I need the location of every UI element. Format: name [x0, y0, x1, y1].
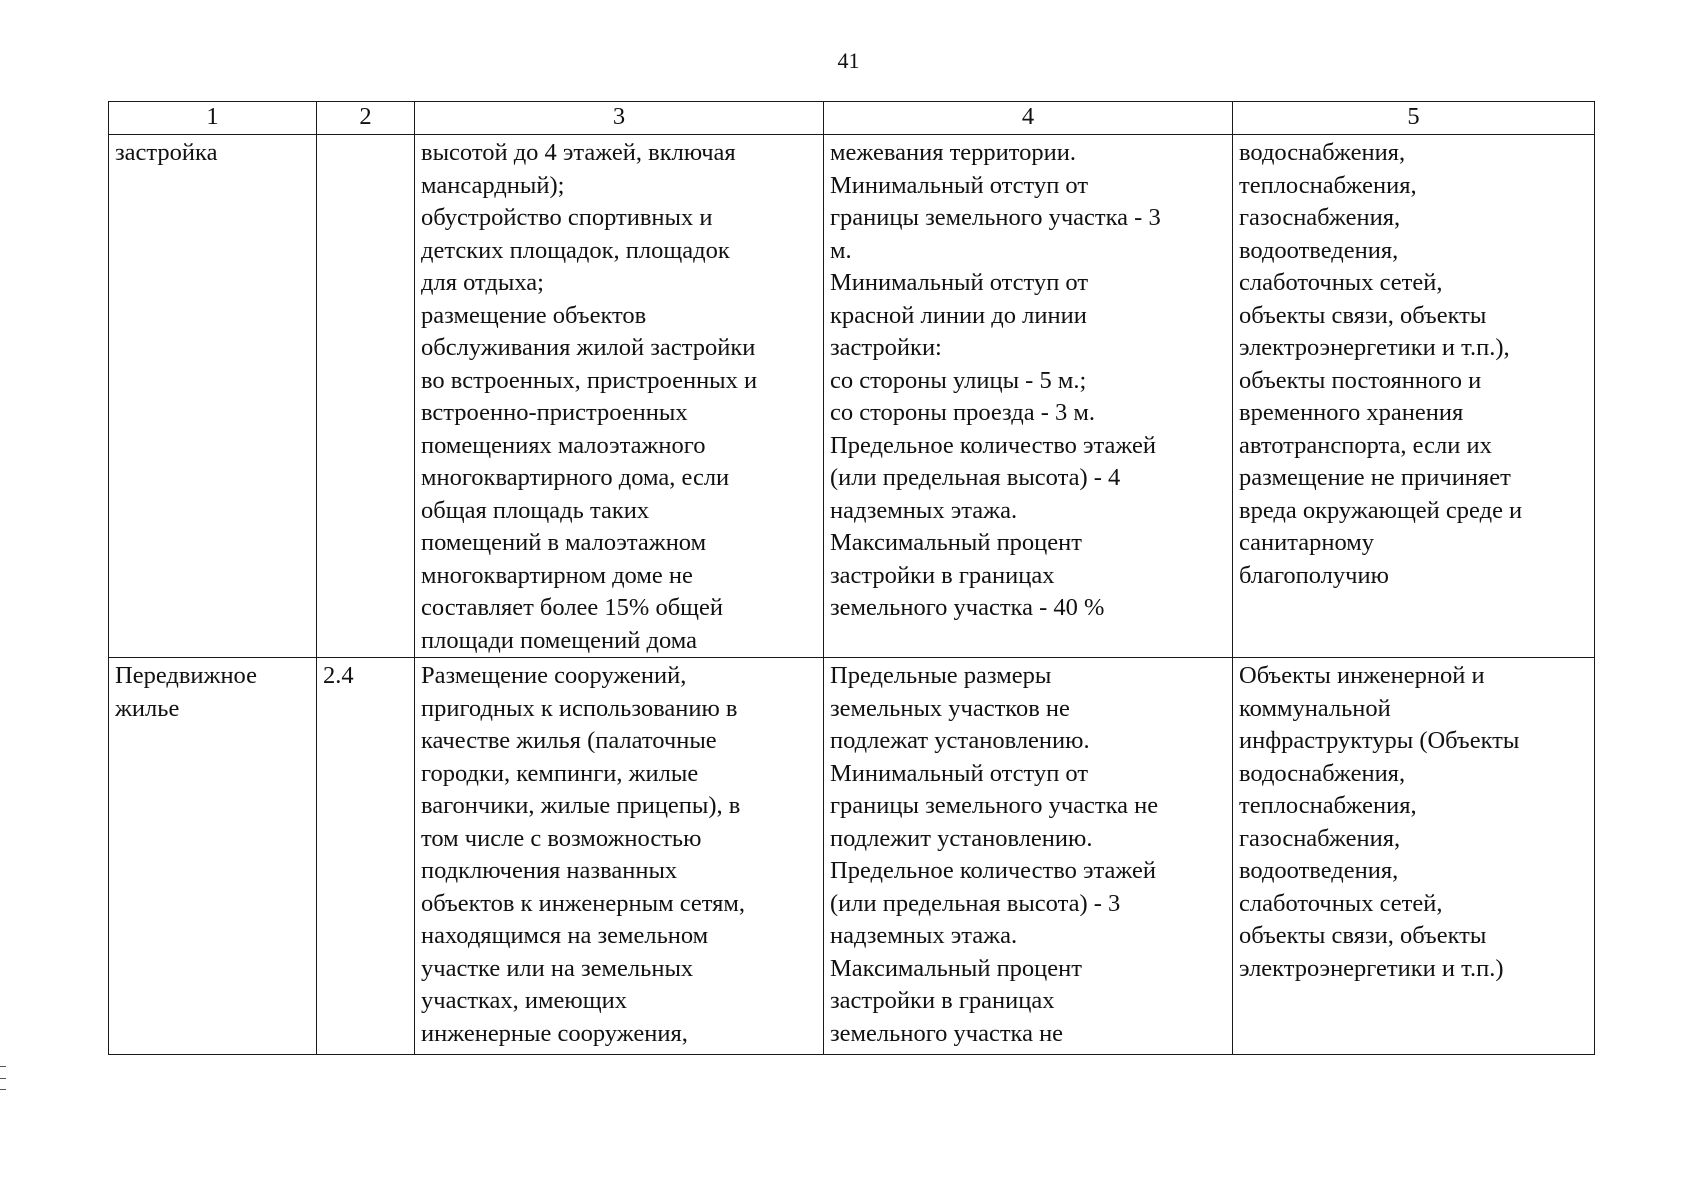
land-use-type-cell: застройка	[109, 135, 317, 658]
code-cell: 2.4	[317, 658, 415, 1055]
land-use-type-cell: Передвижное жилье	[109, 658, 317, 1055]
table-row	[109, 135, 1595, 658]
column-header-3: 3	[415, 102, 824, 135]
scan-edge-mark	[0, 1066, 6, 1067]
scan-edge-mark	[0, 1089, 6, 1090]
column-header-1: 1	[109, 102, 317, 135]
description-cell: высотой до 4 этажей, включая мансардный); обустройство спортивных и детских площадок, площадок для отдыха; размещение объектов обслуживания жилой застройки во встроенных, пристроенных и встроенно-пристроенных помещениях малоэтажного многоквартирного дома, если общая площадь таких помещений в малоэтажном многоквартирном доме не составляет более 15% общей площади помещений дома	[415, 135, 824, 658]
description-cell: Размещение сооружений, пригодных к использованию в качестве жилья (палаточные городки, кемпинги, жилые вагончики, жилые прицепы), в том числе с возможностью подключения названных объектов к инженерным сетям, находящимся на земельном участке или на земельных участках, имеющих инженерные сооружения,	[415, 658, 824, 1055]
table-row	[109, 658, 1595, 1055]
column-header-2: 2	[317, 102, 415, 135]
auxiliary-uses-cell: водоснабжения, теплоснабжения, газоснабжения, водоотведения, слаботочных сетей, объекты связи, объекты электроэнергетики и т.п.), объекты постоянного и временного хранения автотранспорта, если их размещение не причиняет вреда окружающей среде и санитарному благополучию	[1233, 135, 1595, 658]
parameters-cell: межевания территории. Минимальный отступ от границы земельного участка - 3 м. Минимальный отступ от красной линии до линии застройки: со стороны улицы - 5 м.; со стороны проезда - 3 м. Предельное количество этажей (или предельная высота) - 4 надземных этажа. Максимальный процент застройки в границах земельного участка - 40 %	[824, 135, 1233, 658]
parameters-cell: Предельные размеры земельных участков не подлежат установлению. Минимальный отступ от границы земельного участка не подлежит установлению. Предельное количество этажей (или предельная высота) - 3 надземных этажа. Максимальный процент застройки в границах земельного участка не	[824, 658, 1233, 1055]
land-use-table	[108, 101, 1595, 1055]
code-cell	[317, 135, 415, 658]
column-header-4: 4	[824, 102, 1233, 135]
auxiliary-uses-cell: Объекты инженерной и коммунальной инфраструктуры (Объекты водоснабжения, теплоснабжения, газоснабжения, водоотведения, слаботочных сетей, объекты связи, объекты электроэнергетики и т.п.)	[1233, 658, 1595, 1055]
page-number: 41	[837, 48, 860, 73]
table-header-row	[109, 102, 1595, 135]
column-header-5: 5	[1233, 102, 1595, 135]
scan-edge-mark	[0, 1078, 6, 1079]
